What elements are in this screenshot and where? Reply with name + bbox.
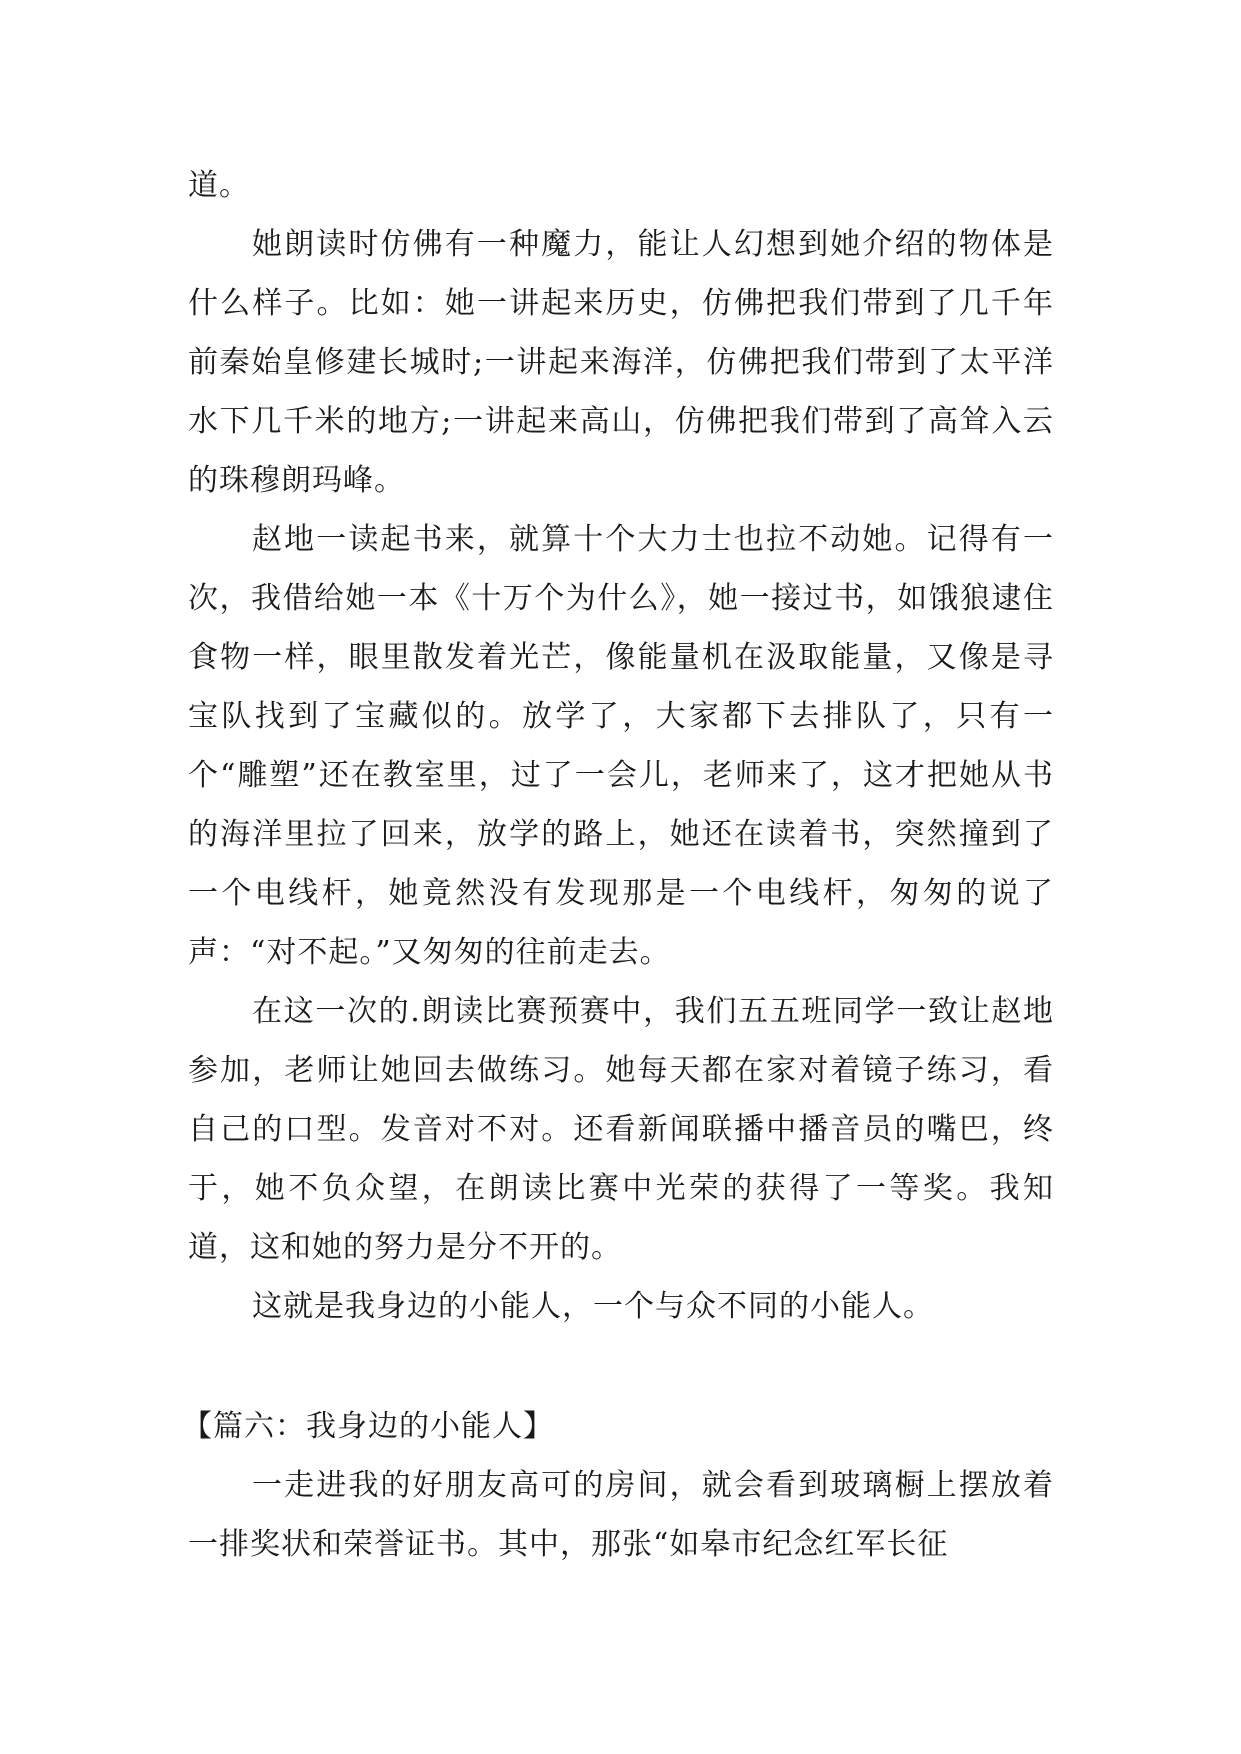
section-spacer — [188, 1336, 1054, 1397]
paragraph-reading-contest: 在这一次的.朗读比赛预赛中，我们五五班同学一致让赵地参加，老师让她回去做练习。她每天都在家对着镜子练习，看自己的口型。发音对不对。还看新闻联播中播音员的嘴巴，终于，她不负众望，在朗读比赛中光荣的获得了一等奖。我知道，这和她的努力是分不开的。 — [188, 994, 1054, 1265]
paragraph-reading-magic: 她朗读时仿佛有一种魔力，能让人幻想到她介绍的物体是什么样子。比如：她一讲起来历史，仿佛把我们带到了几千年前秦始皇修建长城时;一讲起来海洋，仿佛把我们带到了太平洋水下几千米的地方;一讲起来高山，仿佛把我们带到了高耸入云的珠穆朗玛峰。 — [188, 227, 1054, 498]
paragraph-conclusion: 这就是我身边的小能人，一个与众不同的小能人。 — [252, 1289, 934, 1324]
paragraph-continuation: 道。 — [188, 168, 250, 203]
paragraph-section-six-intro: 一走进我的好朋友高可的房间，就会看到玻璃橱上摆放着一排奖状和荣誉证书。其中，那张“如皋市纪念红军长征 — [188, 1468, 1054, 1562]
section-heading: 【篇六：我身边的小能人】 — [182, 1409, 554, 1444]
document-body — [182, 156, 1054, 1574]
paragraph-reading-habit: 赵地一读起书来，就算十个大力士也拉不动她。记得有一次，我借给她一本《十万个为什么》，她一接过书，如饿狼逮住食物一样，眼里散发着光芒，像能量机在汲取能量，又像是寻宝队找到了宝藏似的。放学了，大家都下去排队了，只有一个“雕塑”还在教室里，过了一会儿，老师来了，这才把她从书的海洋里拉了回来，放学的路上，她还在读着书，突然撞到了一个电线杆，她竟然没有发现那是一个电线杆，匆匆的说了声：“对不起。”又匆匆的往前走去。 — [188, 522, 1054, 970]
